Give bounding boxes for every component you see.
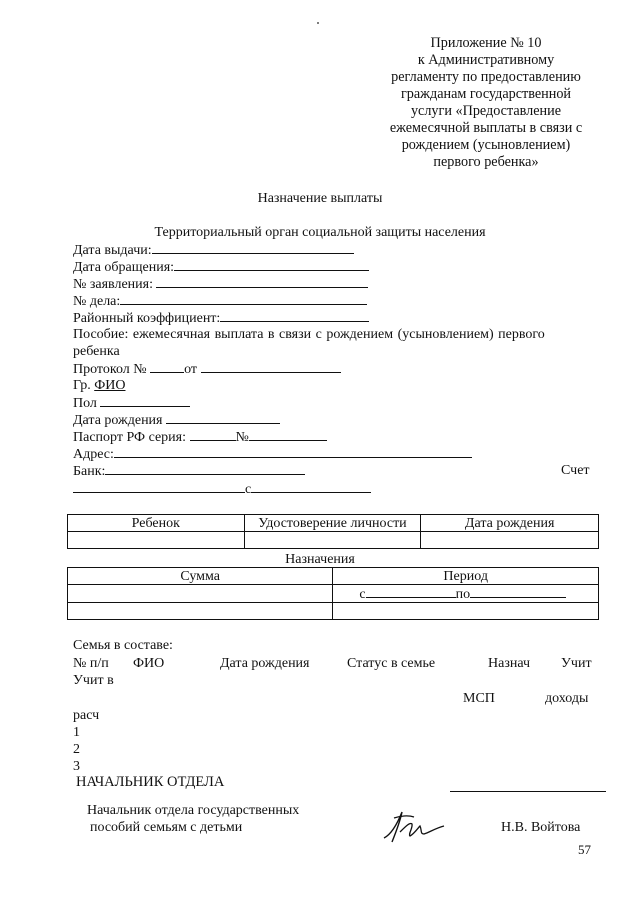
table-cell[interactable] xyxy=(68,603,333,620)
table-cell[interactable] xyxy=(68,585,333,603)
column-header-period: Период xyxy=(333,568,599,585)
assignments-table xyxy=(67,567,599,620)
account-blank[interactable] xyxy=(73,480,245,493)
table-row xyxy=(68,532,599,549)
since-label: с xyxy=(245,482,252,497)
family-row-number: 3 xyxy=(73,759,80,774)
bank-label: Банк: xyxy=(73,464,106,479)
appendix-line: первого ребенка» xyxy=(433,154,539,170)
document-heading: Назначение выплаты xyxy=(257,191,383,206)
request-date-label: Дата обращения: xyxy=(73,260,175,275)
birth-date-field xyxy=(73,411,280,429)
address-field xyxy=(73,445,472,463)
table-row xyxy=(68,585,599,603)
application-no-field xyxy=(73,275,368,293)
case-no-label: № дела: xyxy=(73,294,121,309)
family-col-assigned: Назнач xyxy=(488,656,531,671)
birth-date-label: Дата рождения xyxy=(73,413,163,428)
column-header-child: Ребенок xyxy=(68,515,245,532)
protocol-field xyxy=(73,360,341,378)
case-no-field xyxy=(73,292,367,310)
benefit-line-2: ребенка xyxy=(73,344,120,359)
appendix-line: Приложение № 10 xyxy=(430,35,542,51)
address-blank[interactable] xyxy=(114,445,472,458)
family-col-status: Статус в семье xyxy=(347,656,436,671)
signature-line[interactable] xyxy=(450,791,606,792)
table-row xyxy=(68,515,599,532)
family-col-birth-date: Дата рождения xyxy=(220,656,310,671)
sex-blank[interactable] xyxy=(100,394,190,407)
period-to-blank[interactable] xyxy=(470,585,566,598)
account-field xyxy=(73,480,371,498)
request-date-field xyxy=(73,258,369,276)
citizen-fio: ФИО xyxy=(94,378,126,393)
head-title: НАЧАЛЬНИК ОТДЕЛА xyxy=(76,774,225,790)
protocol-no-blank[interactable] xyxy=(150,360,184,373)
birth-date-blank[interactable] xyxy=(166,411,280,424)
column-header-amount: Сумма xyxy=(68,568,333,585)
family-row-number: 1 xyxy=(73,725,80,740)
application-no-label: № заявления: xyxy=(73,277,153,292)
appendix-line: рождением (усыновлением) xyxy=(401,137,571,153)
passport-label: Паспорт РФ серия: xyxy=(73,430,186,445)
protocol-from-label: от xyxy=(184,362,198,377)
period-from-label: с xyxy=(359,587,366,602)
family-col-number: № п/п xyxy=(73,656,109,671)
family-line-2: Учит в xyxy=(73,673,114,688)
appendix-line: гражданам государственной xyxy=(400,86,572,102)
appendix-line: регламенту по предоставлению xyxy=(391,69,581,85)
column-header-birth-date: Дата рождения xyxy=(421,515,599,532)
signatory-name: Н.В. Войтова xyxy=(501,820,581,835)
citizen-field xyxy=(73,377,126,394)
appendix-line: к Административному xyxy=(417,52,555,68)
family-col-fio: ФИО xyxy=(133,656,165,671)
passport-series-blank[interactable] xyxy=(190,428,236,441)
table-cell[interactable] xyxy=(421,532,599,549)
district-coef-field xyxy=(73,309,369,327)
issue-date-label: Дата выдачи: xyxy=(73,243,152,258)
appendix-block xyxy=(370,35,602,171)
passport-field xyxy=(73,428,327,446)
child-table xyxy=(67,514,599,549)
case-no-blank[interactable] xyxy=(120,292,367,305)
dept-title-line-2: пособий семьям с детьми xyxy=(90,820,243,835)
benefit-line-1: Пособие: ежемесячная выплата в связи с рождением (усыновлением) первого xyxy=(73,327,545,342)
period-cell[interactable] xyxy=(333,585,599,603)
column-header-id-document: Удостоверение личности xyxy=(244,515,421,532)
organ-title: Территориальный орган социальной защиты населения xyxy=(154,225,486,240)
passport-no-label: № xyxy=(235,430,249,445)
bank-blank[interactable] xyxy=(105,462,305,475)
protocol-date-blank[interactable] xyxy=(201,360,341,373)
district-coef-blank[interactable] xyxy=(220,309,369,322)
passport-no-blank[interactable] xyxy=(249,428,327,441)
application-no-blank[interactable] xyxy=(156,275,368,288)
table-row xyxy=(68,603,599,620)
period-to-label: по xyxy=(455,587,471,602)
account-label: Счет xyxy=(561,463,590,478)
page-number: 57 xyxy=(578,842,591,857)
family-title: Семья в составе: xyxy=(73,638,173,653)
assignments-title: Назначения xyxy=(285,552,355,567)
citizen-label: Гр. xyxy=(73,378,91,393)
sex-label: Пол xyxy=(73,396,97,411)
family-col-accounted: Учит xyxy=(561,656,592,671)
appendix-line: услуги «Предоставление xyxy=(410,103,562,119)
family-line-4: расч xyxy=(73,708,100,723)
dept-title-line-1: Начальник отдела государственных xyxy=(87,803,300,818)
family-col-msp: МСП xyxy=(463,691,495,706)
scan-dot xyxy=(317,22,319,24)
appendix-line: ежемесячной выплаты в связи с xyxy=(389,120,583,136)
district-coef-label: Районный коэффициент: xyxy=(73,311,221,326)
since-blank[interactable] xyxy=(251,480,371,493)
family-col-income: доходы xyxy=(545,691,589,706)
request-date-blank[interactable] xyxy=(174,258,369,271)
issue-date-field xyxy=(73,241,354,259)
protocol-label: Протокол № xyxy=(73,362,147,377)
issue-date-blank[interactable] xyxy=(152,241,354,254)
period-from-blank[interactable] xyxy=(366,585,456,598)
handwritten-signature xyxy=(378,808,448,848)
table-row xyxy=(68,568,599,585)
family-row-number: 2 xyxy=(73,742,80,757)
table-cell[interactable] xyxy=(333,603,599,620)
address-label: Адрес: xyxy=(73,447,114,462)
bank-field xyxy=(73,462,305,480)
table-cell[interactable] xyxy=(68,532,245,549)
table-cell[interactable] xyxy=(244,532,421,549)
sex-field xyxy=(73,394,190,412)
